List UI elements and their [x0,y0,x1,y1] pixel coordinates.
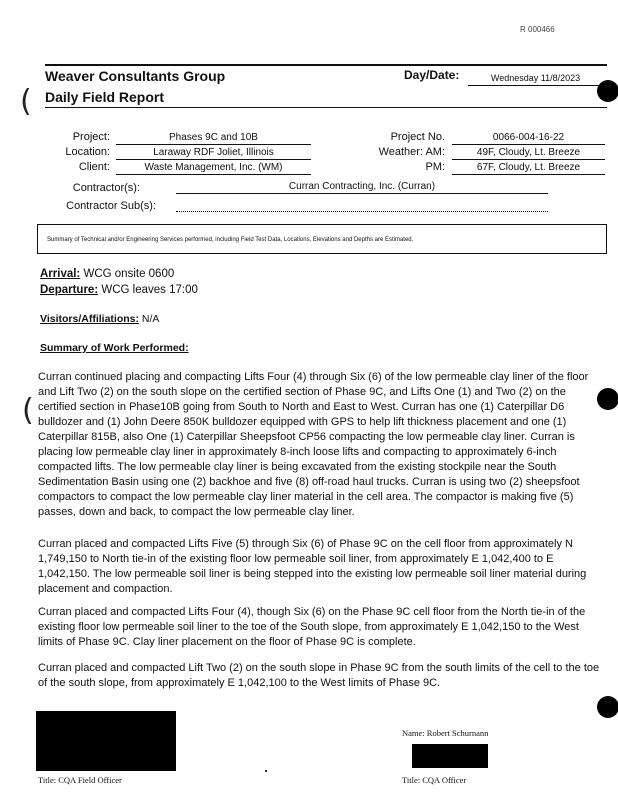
daydate-value: Wednesday 11/8/2023 [490,73,581,83]
right-signature-title: Title: CQA Officer [402,775,467,785]
work-paragraph-3 [38,605,603,650]
weather-am-label: Weather: AM: [378,146,445,158]
paragraph-text: Curran placed and compacted Lifts Five (5) through Six (6) of Phase 9C on the cell floor from approximately N 1,749,150 to North tie-in of the existing floor low permeable soil liner, from approximately E 1,042,400 to E 1,042,150. The low permeable soil liner is being stepped into the existing low permeable soil liner material during placement and compaction. [38,538,587,595]
pm-value: 67F, Cloudy, Lt. Breeze [452,161,605,175]
paragraph-text: Curran placed and compacted Lift Two (2) on the south slope in Phase 9C from the south limits of the cell to the toe of the south slope, from approximately E 1,042,100 to the West limits of Phase 9C. [38,662,600,689]
client-label: Client: [78,161,110,173]
daydate-label: Day/Date: [404,68,460,82]
location-label: Location: [65,146,110,158]
left-signature-title: Title: CQA Field Officer [38,775,122,785]
visitors-line [40,313,159,325]
contractor-value: Curran Contracting, Inc. (Curran) [176,180,548,194]
stray-mark [265,770,267,772]
project-no-label: Project No. [390,131,445,143]
location-value: Laraway RDF Joliet, Illinois [116,146,311,160]
arrival-value: WCG onsite 0600 [83,268,175,280]
departure-label: Departure: [40,284,99,296]
report-title: Daily Field Report [45,89,165,105]
arrival-line [40,268,174,280]
visitors-value: N/A [141,313,160,325]
paragraph-text: Curran continued placing and compacting Lifts Four (4) through Six (6) of the low permeable clay liner of the floor and Lift Two (2) on the south slope on the certified section of Phase 9C, and Lifts One (1) and Two (2) on the certified section in Phase10B going from South to North and East to West. Curran has one (1) Caterpillar D6 bulldozer and (1) John Deere 850K bulldozer equipped with GPS to help lift thickness placement and one (1) Caterpillar 815B, also One (1) Caterpillar Sheepsfoot CP56 compacting the low permeable clay liner. Curran is placing low permeable clay liner in approximately 8-inch loose lifts and compacting to approximately 6-inch compacted lifts. The low permeable clay liner is being excavated from the existing stockpile near the South Sedimentation Basin using one (2) backhoe and five (8) off-road haul trucks. Curran is using two (2) sheepsfoot compactors to compact the low permeable clay liner material in the cell area. The compactor is making five (5) passes, down and back, to compact the low permeable clay liner. [38,371,589,518]
contractor-sub-value [176,198,548,212]
company-name: Weaver Consultants Group [45,68,226,84]
project-no-value: 0066-004-16-22 [452,131,605,145]
binder-mark: ( [20,84,32,119]
project-label: Project: [72,131,110,143]
pm-label: PM: [425,161,445,173]
hole-punch-mark [597,80,618,102]
departure-line [40,284,198,296]
work-paragraph-4 [38,661,603,691]
work-paragraph-1 [38,370,603,520]
contractor-sub-label: Contractor Sub(s): [66,200,156,212]
header-rule-top [45,64,607,66]
project-value: Phases 9C and 10B [116,131,311,145]
header-rule-bottom [45,107,607,108]
signer-name: Name: Robert Schurnann [402,728,489,738]
visitors-label: Visitors/Affiliations: [40,313,139,325]
client-value: Waste Management, Inc. (WM) [116,161,311,175]
contractor-label: Contractor(s): [72,182,140,194]
departure-value: WCG leaves 17:00 [101,284,198,296]
summary-heading: Summary of Work Performed: [40,342,189,354]
summary-notice-box: Summary of Technical and/or Engineering Services performed, including Field Test Data, Locations, Elevations and Depths are Estimated. [37,224,607,254]
redacted-signature-left [36,711,176,771]
work-paragraph-2 [38,537,603,597]
daydate-underline [468,85,603,86]
binder-mark: ( [22,393,34,428]
redacted-signature-right [412,744,488,768]
hole-punch-mark [597,696,618,718]
paragraph-text: Curran placed and compacted Lifts Four (4), though Six (6) on the Phase 9C cell floor from the North tie-in of the existing floor low permeable soil liner to the toe of the South slope, from approximately E 1,042,150 to the West limits of Phase 9C. Clay liner placement on the floor of Phase 9C is complete. [38,606,586,648]
bates-number: R 000466 [520,25,555,34]
weather-am-value: 49F, Cloudy, Lt. Breeze [452,146,605,160]
arrival-label: Arrival: [40,268,81,280]
